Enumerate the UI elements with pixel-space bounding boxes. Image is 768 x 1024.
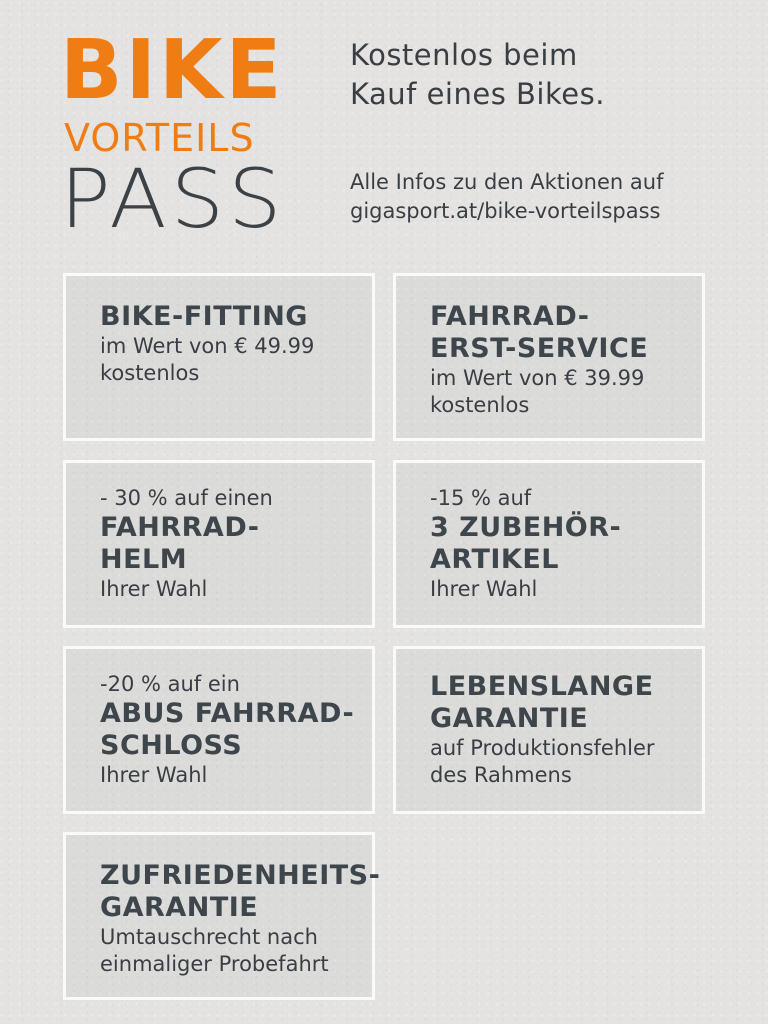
infos-text — [350, 168, 663, 226]
card-text: Ihrer Wahl — [430, 577, 538, 601]
card-title: ABUS FAHRRAD- — [100, 698, 355, 729]
card-title: BIKE-FITTING — [100, 301, 308, 332]
intro-line-2: Kauf eines Bikes. — [350, 77, 605, 111]
logo-vorteils-text: VORTEILS — [64, 116, 255, 160]
infos-line-1: Alle Infos zu den Aktionen auf — [350, 170, 664, 194]
card-title: FAHRRAD- — [430, 301, 590, 332]
card-text: einmaliger Probefahrt — [100, 952, 329, 976]
card-text: des Rahmens — [430, 763, 572, 787]
intro-text — [350, 36, 605, 114]
card-text: Umtauschrecht nach — [100, 925, 318, 949]
card-title: GARANTIE — [100, 892, 259, 923]
card-discount: -15 % auf — [430, 486, 532, 510]
card-title: SCHLOSS — [100, 730, 243, 761]
card-lebenslange-garantie — [393, 646, 705, 814]
card-title: 3 ZUBEHÖR- — [430, 512, 622, 543]
logo-bike-text: BIKE — [60, 23, 285, 118]
card-title: LEBENSLANGE — [430, 671, 654, 702]
card-discount: -20 % auf ein — [100, 672, 240, 696]
card-title: ARTIKEL — [430, 544, 560, 575]
card-zubehoer — [393, 460, 705, 628]
card-title: ERST-SERVICE — [430, 333, 649, 364]
card-discount: - 30 % auf einen — [100, 486, 273, 510]
intro-line-1: Kostenlos beim — [350, 38, 578, 72]
logo-pass-text: PASS — [60, 151, 286, 247]
bike-vorteilspass-logo — [60, 23, 286, 247]
card-erst-service — [393, 273, 705, 441]
card-text: kostenlos — [100, 361, 200, 385]
card-bike-fitting — [63, 273, 375, 441]
card-zufriedenheitsgarantie — [63, 832, 381, 1000]
infos-url: gigasport.at/bike-vorteilspass — [350, 199, 661, 223]
card-fahrradschloss — [63, 646, 375, 814]
card-title: HELM — [100, 544, 188, 575]
card-title: FAHRRAD- — [100, 512, 260, 543]
card-text: auf Produktionsfehler — [430, 736, 655, 760]
card-text: Ihrer Wahl — [100, 763, 208, 787]
card-title: GARANTIE — [430, 703, 589, 734]
card-title: ZUFRIEDENHEITS- — [100, 860, 381, 891]
card-text: kostenlos — [430, 393, 530, 417]
card-text: Ihrer Wahl — [100, 577, 208, 601]
card-text: im Wert von € 49.99 — [100, 334, 315, 358]
card-fahrradhelm — [63, 460, 375, 628]
card-text: im Wert von € 39.99 — [430, 366, 645, 390]
